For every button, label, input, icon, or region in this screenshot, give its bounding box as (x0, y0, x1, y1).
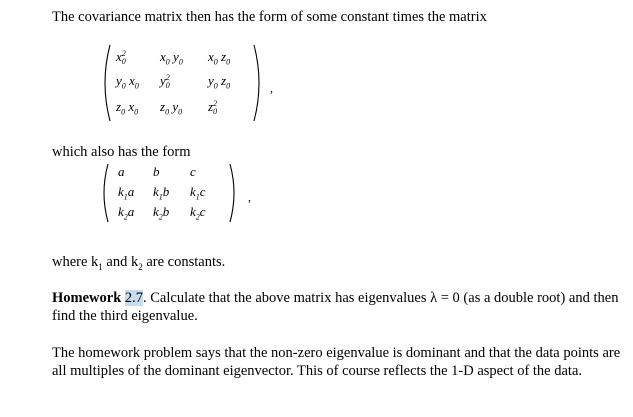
matrix-entry: $x_0$ $z_0$ (208, 49, 231, 67)
matrix-entry: $k_1c$ (190, 184, 206, 202)
matrix-entry: x 2 0 (116, 49, 126, 67)
homework-label: Homework (52, 290, 122, 306)
matrix-entry: $z_0$ $x_0$ (116, 99, 139, 117)
mid-text: which also has the form (52, 144, 191, 160)
matrix-entry: $k_1b$ (153, 184, 170, 202)
homework-text: . Calculate that the above matrix has eigenvalues λ = 0 (as a double root) and then find the third eigenvalue. (52, 290, 619, 324)
matrix-entry: $y_0$ $x_0$ (116, 73, 139, 91)
matrix-entry: $k_2b$ (153, 204, 170, 222)
matrix-entry: $z_0$ $y_0$ (160, 99, 183, 117)
homework-paragraph (52, 289, 627, 325)
constants-text: where $k_1$ and $k_2$ are constants. (52, 254, 226, 272)
matrix-entry: $k_2c$ (190, 204, 206, 222)
matrix-entry: $k_2a$ (118, 204, 135, 222)
matrix-entry: c (190, 164, 196, 179)
matrix-entry: b (153, 164, 160, 179)
matrix-comma: , (248, 190, 251, 204)
constant-multiple-matrix (98, 160, 251, 226)
homework-number: 2.7 (124, 290, 144, 306)
matrix-entry: $x_0$ $y_0$ (160, 49, 183, 67)
matrix-entry: z 2 0 (208, 99, 218, 117)
matrix-entry: a (118, 164, 125, 179)
matrix-entry: $k_1a$ (118, 184, 135, 202)
matrix-comma: , (270, 81, 273, 95)
intro-text: The covariance matrix then has the form of some constant times the matrix (52, 9, 487, 25)
matrix-entry: $y_0$ $z_0$ (208, 73, 231, 91)
covariance-matrix (98, 41, 273, 125)
matrix-entry: y 2 0 (160, 73, 170, 91)
closing-paragraph: The homework problem says that the non-zero eigenvalue is dominant and that the data points are all multiples of the dominant eigenvector. This of course reflects the 1-D aspect of the data. (52, 345, 621, 379)
